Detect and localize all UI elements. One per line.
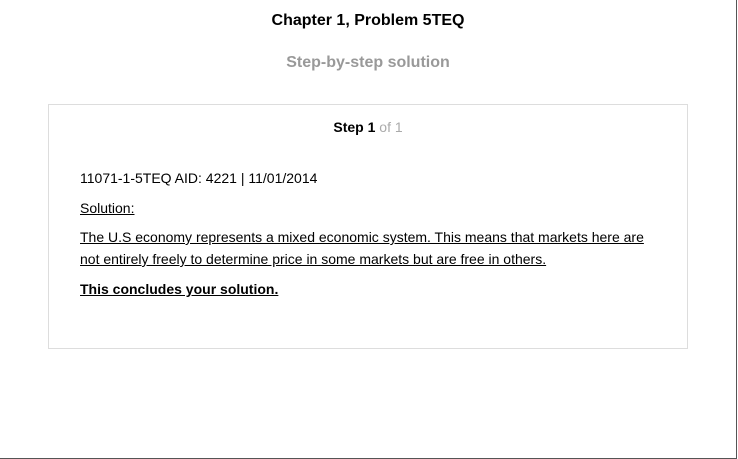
step-header <box>49 119 687 135</box>
solution-conclusion: This concludes your solution. <box>80 281 279 297</box>
solution-label: Solution: <box>80 200 135 216</box>
page-subtitle: Step-by-step solution <box>286 54 450 71</box>
step-card <box>48 104 688 349</box>
solution-meta: 11071-1-5TEQ AID: 4221 | 11/01/2014 <box>80 170 318 186</box>
step-total: of 1 <box>379 119 403 135</box>
solution-text: The U.S economy represents a mixed economic system. This means that markets here are not entirely freely to determine price in some markets but are free in others. <box>80 229 644 267</box>
page-title: Chapter 1, Problem 5TEQ <box>271 12 465 29</box>
step-label: Step <box>333 119 364 135</box>
step-number: 1 <box>367 119 376 135</box>
step-body <box>80 167 660 300</box>
